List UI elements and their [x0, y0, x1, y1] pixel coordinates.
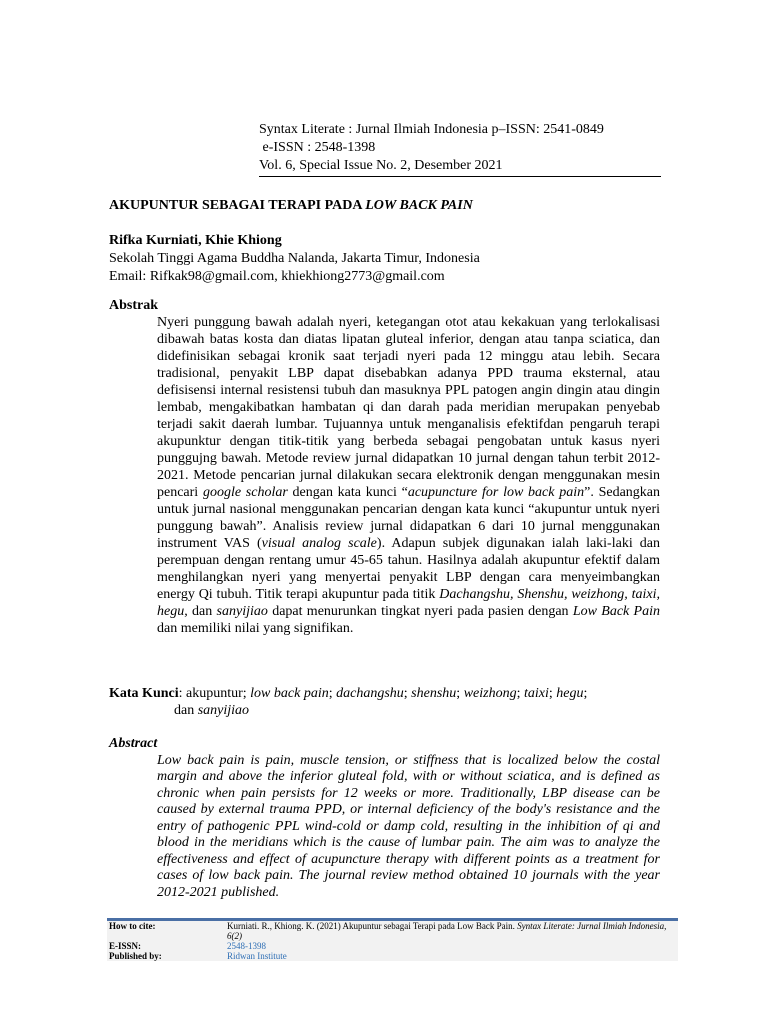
footer-row-publisher: [107, 951, 678, 961]
footer-row-cite: [107, 921, 678, 941]
author-names: Rifka Kurniati, Khie Khiong: [109, 233, 282, 248]
abstrak-text: Nyeri punggung bawah adalah nyeri, ketegangan otot atau kekakuan yang terlokalisasi dibawah batas kosta dan diatas lipatan gluteal inferior, dengan atau tanpa sciatica, dan didefinisikan sebagai kronik saat terjadi nyeri pada 12 minggu atau lebih. Secara tradisional, penyakit LBP dapat disebabkan adanya PPD trauma eksternal, atau defisisensi internal resistensi tubuh dan masuknya PPL patogen angin dingin atau dingin lembab, mengakibatkan hambatan qi dan darah pada meridian merupakan penyebab terjadi sakit daerah lumbar. Tujuannya untuk menganalisis efektifdan pengaruh terapi akupunktur dengan titik-titik yang berbeda sebagai pengobatan untuk kasus nyeri punggujng bawah. Metode review jurnal didapatkan 10 jurnal dengan tahun terbit 2012-2021. Metode pencarian jurnal dilakukan secara elektronik dengan menggunakan mesin pencari google scholar dengan kata kunci “acupuncture for low back pain”. Sedangkan untuk jurnal nasional menggunakan pencarian dengan kata kunci “akupuntur untuk nyeri punggung bawah”. Analisis review jurnal didapatkan 6 dari 10 jurnal menggunakan instrument VAS (visual analog scale). Adapun subjek digunakan ialah laki-laki dan perempuan dengan rentang umur 45-65 tahun. Hasilnya adalah akupuntur efektif dalam menghilangkan nyeri yang menyertai penyakit LBP dengan cara menyeimbangkan energy Qi tubuh. Titik terapi akupuntur pada titik Dachangshu, Shenshu, weizhong, taixi, hegu, dan sanyijiao dapat menurunkan tingkat nyeri pada pasien dengan Low Back Pain dan memiliki nilai yang signifikan.: [157, 315, 661, 636]
journal-header: [259, 121, 661, 177]
abstract-english-section: [109, 736, 660, 901]
cite-label: How to cite:: [109, 921, 156, 931]
header-rule: [259, 176, 661, 177]
eissn-label: E-ISSN:: [109, 941, 142, 951]
publisher-label: Published by:: [109, 951, 162, 961]
abstract-english-text: Low back pain is pain, muscle tension, or stiffness that is localized below the costal margin and above the inferior gluteal fold, with or without sciatica, and is defined as chronic when pain persists for 12 weeks or more. Traditionally, LBP disease can be caused by external trauma PPD, or internal deficiency of the body's resistance and the entry of pathogenic PPL wind-cold or damp cold, resulting in the inhibition of qi and blood in the meridians which is the cause of lumbar pain. The aim was to analyze the effectiveness and effect of acupuncture therapy with different points as a treatment for cases of low back pain. The journal review method obtained 10 journals with the year 2012-2021 published.: [157, 752, 660, 900]
keywords-line: Kata Kunci: akupuntur; low back pain; dachangshu; shenshu; weizhong; taixi; hegu;: [109, 686, 588, 701]
journal-eissn: e-ISSN : 2548-1398: [259, 140, 376, 155]
article-title: [109, 197, 473, 215]
affiliation: Sekolah Tinggi Agama Buddha Nalanda, Jakarta Timur, Indonesia: [109, 251, 480, 266]
abstrak-heading: Abstrak: [109, 298, 159, 313]
keywords-line-2: dan sanyijiao: [174, 703, 250, 718]
journal-name-issn: Syntax Literate : Jurnal Ilmiah Indonesia p–ISSN: 2541-0849: [259, 122, 604, 137]
cite-value: Kurniati. R., Khiong. K. (2021) Akupuntur sebagai Terapi pada Low Back Pain. Syntax Literate: Jurnal Ilmiah Indonesia, 6(2): [227, 921, 667, 941]
author-emails: Email: Rifkak98@gmail.com, khiekhiong2773@gmail.com: [109, 269, 445, 284]
abstrak-section: [109, 297, 660, 637]
keywords-section: [109, 685, 660, 719]
keywords-label: Kata Kunci: [109, 686, 179, 701]
authors-block: [109, 232, 669, 286]
footer-row-eissn: [107, 941, 678, 951]
eissn-value[interactable]: 2548-1398: [227, 941, 266, 951]
abstract-heading: Abstract: [109, 736, 158, 751]
publisher-link[interactable]: Ridwan Institute: [227, 951, 287, 961]
title-italic-text: LOW BACK PAIN: [365, 198, 473, 213]
citation-footer: [107, 918, 678, 961]
title-text: AKUPUNTUR SEBAGAI TERAPI PADA: [109, 198, 366, 213]
journal-volume: Vol. 6, Special Issue No. 2, Desember 2021: [259, 158, 503, 173]
